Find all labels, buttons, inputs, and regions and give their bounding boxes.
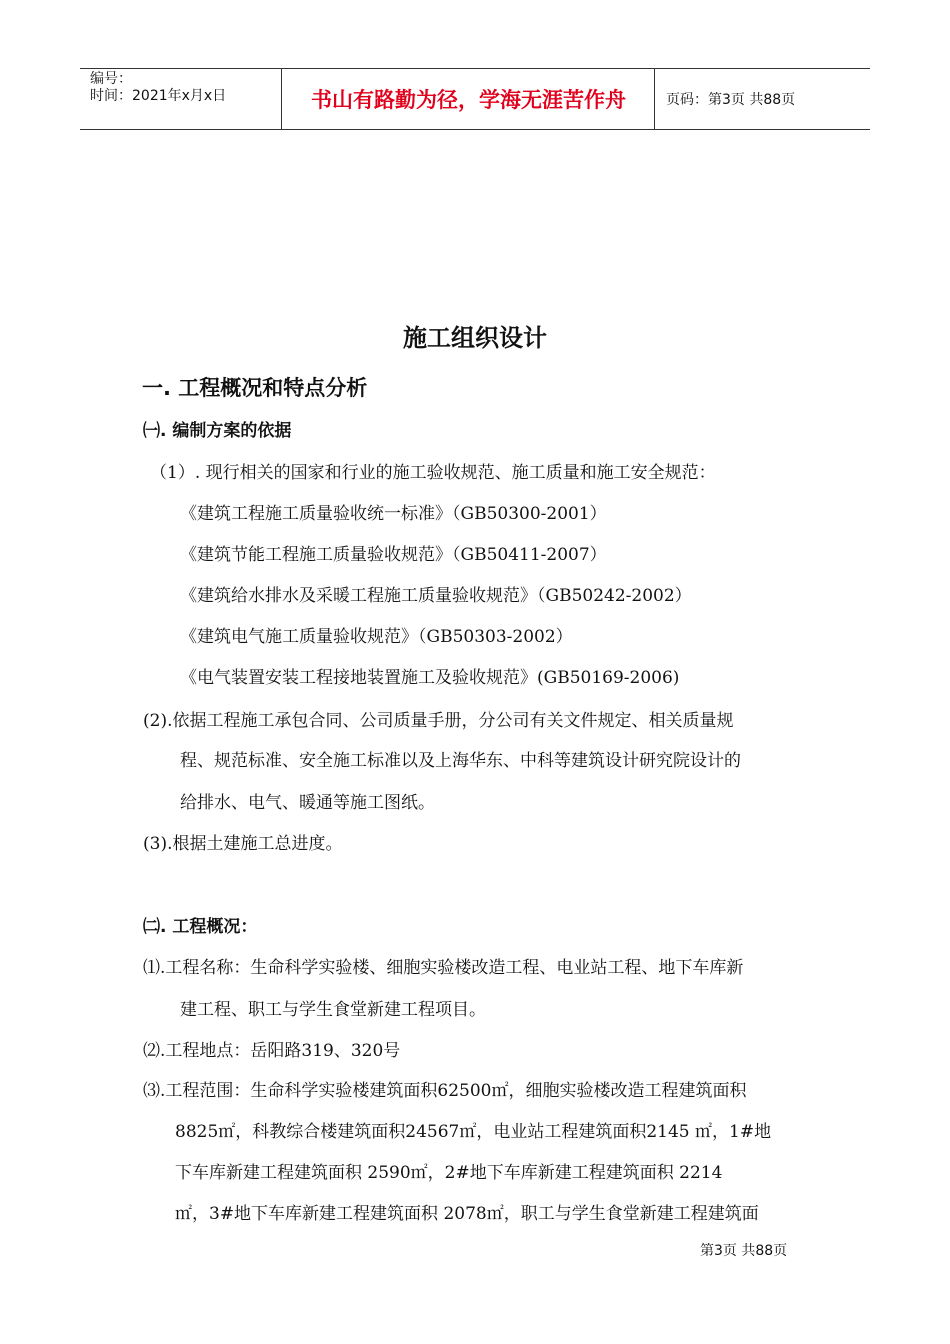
paragraph-line: ⑶.工程范围：生命科学实验楼建筑面积62500㎡，细胞实验楼改造工程建筑面积 (143, 1081, 747, 1101)
document-title: 施工组织设计 (403, 324, 547, 352)
subsection-heading: ㈠. 编制方案的依据 (143, 421, 292, 441)
page-footer: 第3页 共88页 (700, 1243, 788, 1259)
header-motto: 书山有路勤为径，学海无涯苦作舟 (311, 88, 626, 112)
paragraph-line: ⑴.工程名称：生命科学实验楼、细胞实验楼改造工程、电业站工程、地下车库新 (143, 958, 744, 978)
paragraph-line: 8825㎡，科教综合楼建筑面积24567㎡，电业站工程建筑面积2145 ㎡，1#地 (175, 1122, 772, 1142)
paragraph-line: (2).依据工程施工承包合同、公司质量手册，分公司有关文件规定、相关质量规 (143, 711, 734, 731)
header-meta (90, 71, 226, 105)
paragraph-line: (3).根据土建施工总进度。 (143, 834, 343, 854)
standard-item: 《建筑工程施工质量验收统一标准》（GB50300-2001） (180, 504, 607, 524)
standard-item: 《电气装置安装工程接地装置施工及验收规范》(GB50169-2006) (180, 668, 680, 688)
paragraph-line: 下车库新建工程建筑面积 2590㎡，2#地下车库新建工程建筑面积 2214 (175, 1163, 723, 1183)
paragraph-line: 建工程、职工与学生食堂新建工程项目。 (180, 1000, 486, 1020)
subsection-heading: ㈡. 工程概况： (143, 917, 258, 937)
paragraph-line: （1）. 现行相关的国家和行业的施工验收规范、施工质量和施工安全规范： (150, 463, 716, 483)
header-page-info: 页码：第3页 共88页 (666, 92, 796, 108)
header-divider (654, 69, 655, 129)
page-header (80, 68, 870, 130)
paragraph-line: ㎡，3#地下车库新建工程建筑面积 2078㎡，职工与学生食堂新建工程建筑面 (175, 1204, 759, 1224)
standard-item: 《建筑电气施工质量验收规范》（GB50303-2002） (180, 627, 573, 647)
paragraph-line: 给排水、电气、暖通等施工图纸。 (180, 793, 435, 813)
paragraph-line: 程、规范标准、安全施工标准以及上海华东、中科等建筑设计研究院设计的 (180, 751, 741, 771)
standard-item: 《建筑给水排水及采暖工程施工质量验收规范》（GB50242-2002） (180, 586, 692, 606)
number-label: 编号： (90, 71, 132, 87)
section-heading: 一. 工程概况和特点分析 (142, 376, 368, 400)
date-label: 时间：2021年x月x日 (90, 88, 227, 104)
standard-item: 《建筑节能工程施工质量验收规范》（GB50411-2007） (180, 545, 607, 565)
paragraph-line: ⑵.工程地点：岳阳路319、320号 (143, 1041, 401, 1061)
